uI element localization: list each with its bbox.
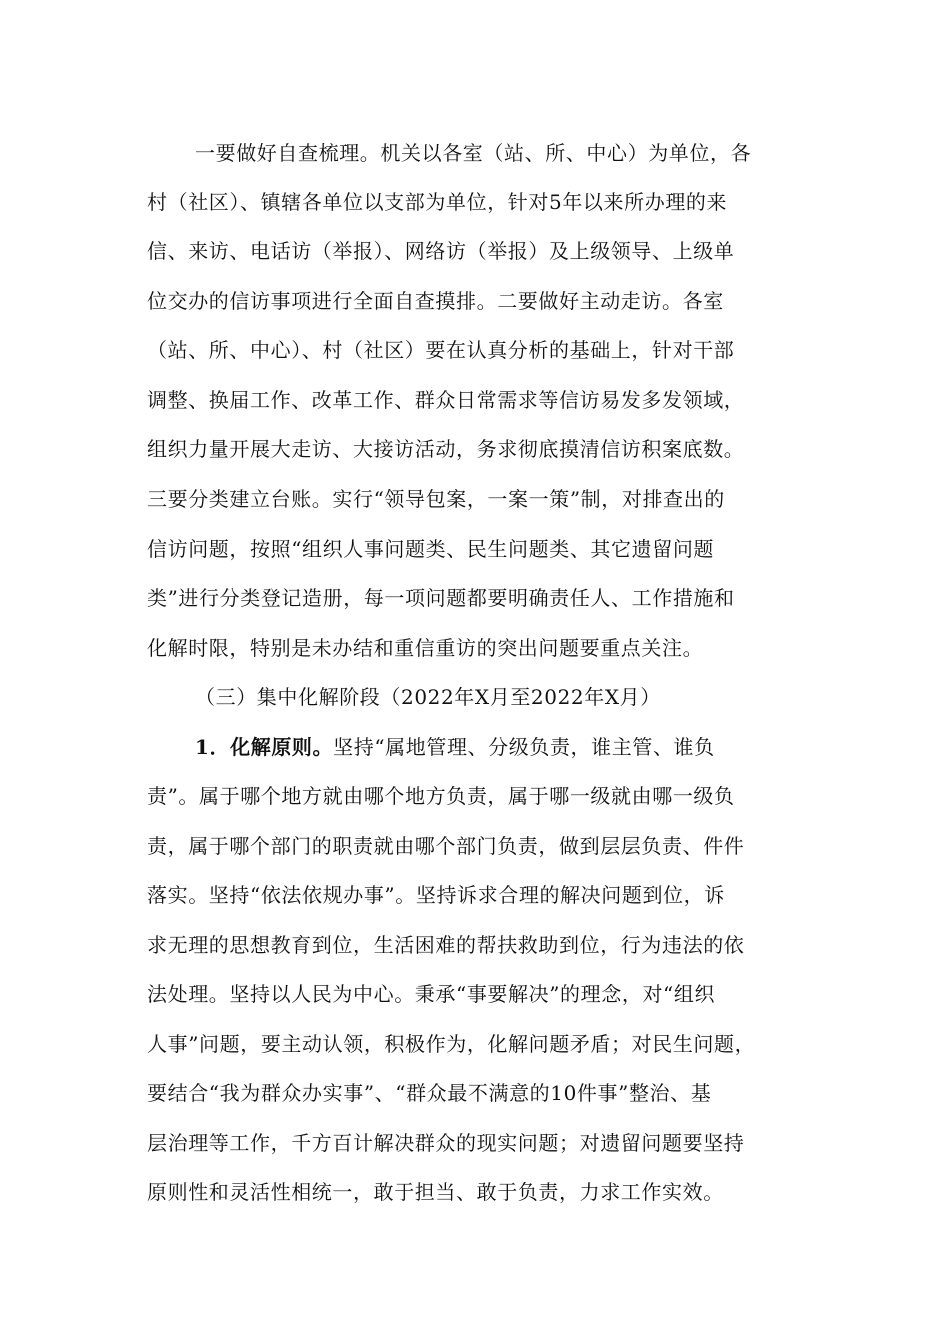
paragraph-line: 组织力量开展大走访、大接访活动，务求彻底摸清信访积案底数。 [147,437,745,461]
paragraph-line: 人事”问题，要主动认领，积极作为，化解问题矛盾；对民生问题， [147,1032,756,1056]
paragraph-line: 要结合“我为群众办实事”、“群众最不满意的10件事”整治、基 [147,1081,712,1105]
paragraph-line: 求无理的思想教育到位，生活困难的帮扶救助到位，行为违法的依 [147,933,745,957]
paragraph-line: 落实。坚持“依法依规办事”。坚持诉求合理的解决问题到位，诉 [147,883,725,907]
paragraph-line: 信访问题，按照“组织人事问题类、民生问题类、其它遗留问题 [147,537,715,561]
paragraph-line: 原则性和灵活性相统一，敢于担当、敢于负责，力求工作实效。 [147,1180,724,1204]
paragraph-line: 一要做好自查梳理。机关以各室（站、所、中心）为单位，各 [195,141,752,165]
paragraph-line: 化解时限，特别是未办结和重信重访的突出问题要重点关注。 [147,636,704,660]
principle-first-line [195,733,855,761]
paragraph-line: 信、来访、电话访（举报）、网络访（举报）及上级领导、上级单 [147,239,735,263]
section-heading: （三）集中化解阶段（2022年X月至2022年X月） [195,685,661,709]
principle-title: 1．化解原则。 [195,735,334,759]
paragraph-line: 坚持“属地管理、分级负责，谁主管、谁负 [333,735,715,759]
paragraph-line: 村（社区）、镇辖各单位以支部为单位，针对5年以来所办理的来 [147,190,728,214]
paragraph-line: 责，属于哪个部门的职责就由哪个部门负责，做到层层负责、件件 [147,834,745,858]
paragraph-line: 位交办的信访事项进行全面自查摸排。二要做好主动走访。各室 [147,289,724,313]
paragraph-line: 类”进行分类登记造册，每一项问题都要明确责任人、工作措施和 [147,586,735,610]
paragraph-line: 三要分类建立台账。实行“领导包案，一案一策”制，对排查出的 [147,487,725,511]
paragraph-line: 调整、换届工作、改革工作、群众日常需求等信访易发多发领域， [147,388,745,412]
paragraph-line: 责”。属于哪个地方就由哪个地方负责，属于哪一级就由哪一级负 [147,784,735,808]
paragraph-line: 层治理等工作，千方百计解决群众的现实问题；对遗留问题要坚持 [147,1131,745,1155]
paragraph-line: （站、所、中心）、村（社区）要在认真分析的基础上，针对干部 [147,338,735,362]
paragraph-line: 法处理。坚持以人民为中心。秉承“事要解决”的理念，对“组织 [147,982,716,1006]
